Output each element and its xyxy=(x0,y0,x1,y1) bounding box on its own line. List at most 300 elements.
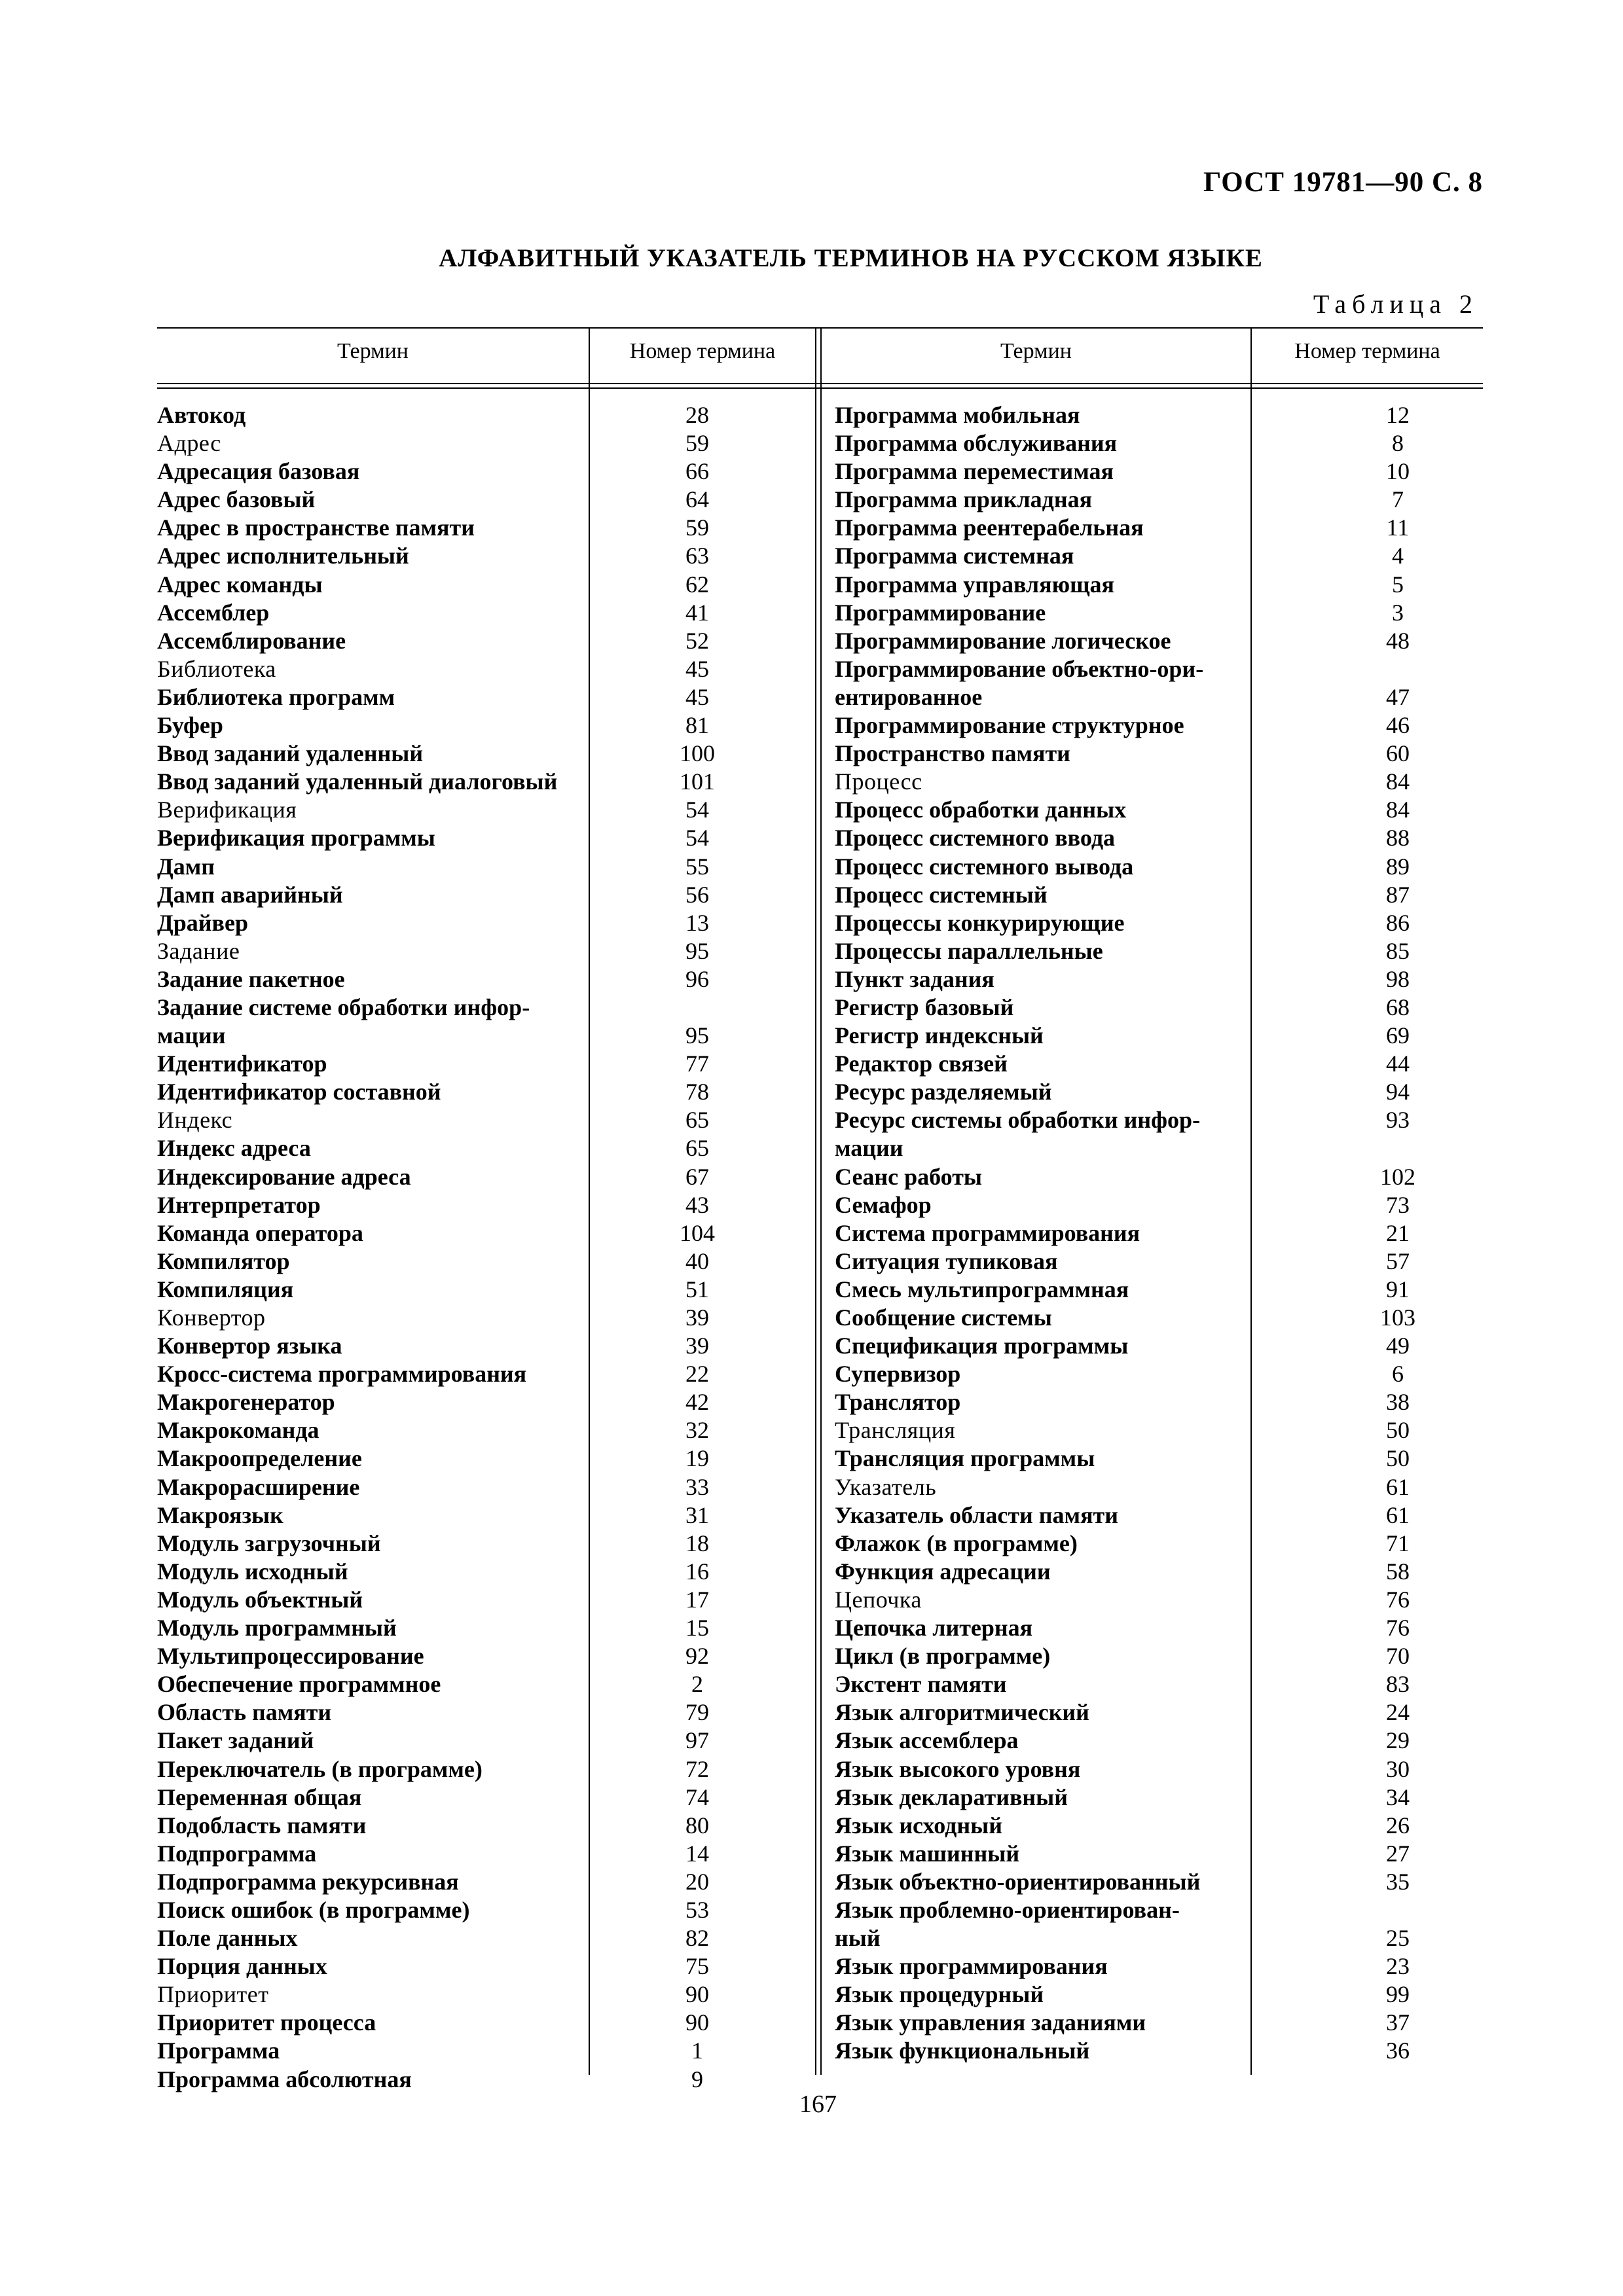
index-entry xyxy=(835,824,1483,852)
term-name: Модуль загрузочный xyxy=(157,1530,381,1556)
term-name: Программирование структурное xyxy=(835,712,1184,739)
term-name: Флажок (в программе) xyxy=(835,1530,1078,1556)
term-number: 20 xyxy=(685,1868,709,1895)
term-number: 65 xyxy=(685,1135,709,1162)
term-number: 93 xyxy=(1386,1107,1410,1134)
term-number: 61 xyxy=(1386,1473,1410,1500)
index-entry xyxy=(157,401,815,429)
term-number: 87 xyxy=(1386,881,1410,908)
index-entry xyxy=(835,1952,1483,1981)
index-entry xyxy=(835,1247,1483,1276)
term-name: Язык проблемно-ориентирован- xyxy=(835,1896,1180,1923)
term-number: 83 xyxy=(1386,1671,1410,1698)
index-entry xyxy=(157,937,815,965)
index-entry xyxy=(157,1444,815,1473)
index-entry xyxy=(157,683,815,711)
index-entry xyxy=(835,514,1483,542)
term-number: 12 xyxy=(1386,402,1410,428)
term-name: Приоритет xyxy=(157,1981,269,2008)
page-header: ГОСТ 19781—90 С. 8 xyxy=(1203,167,1483,198)
term-name: Обеспечение программное xyxy=(157,1671,441,1698)
term-number: 97 xyxy=(685,1727,709,1754)
term-number: 86 xyxy=(1386,909,1410,936)
term-name: Идентификатор составной xyxy=(157,1079,441,1105)
term-number: 80 xyxy=(685,1812,709,1839)
index-entry xyxy=(157,2037,815,2065)
term-name: Указатель xyxy=(835,1473,937,1500)
term-number: 25 xyxy=(1386,1925,1410,1952)
term-name: Макрокоманда xyxy=(157,1417,319,1444)
index-entry xyxy=(835,1022,1483,1050)
index-entry xyxy=(157,655,815,683)
index-entry xyxy=(835,853,1483,881)
term-name: Программа обслуживания xyxy=(835,430,1118,457)
term-number: 52 xyxy=(685,627,709,654)
index-entry xyxy=(835,542,1483,570)
index-entry xyxy=(835,1642,1483,1670)
term-name: Компилятор xyxy=(157,1247,290,1274)
index-entry xyxy=(157,1106,815,1134)
term-name: Язык функциональный xyxy=(835,2037,1090,2064)
term-number: 68 xyxy=(1386,994,1410,1020)
index-entry xyxy=(835,1784,1483,1812)
term-number: 39 xyxy=(685,1304,709,1331)
page-title: АЛФАВИТНЫЙ УКАЗАТЕЛЬ ТЕРМИНОВ НА РУССКОМ ЯЗЫКЕ xyxy=(439,244,1263,272)
index-entry xyxy=(157,1163,815,1191)
term-name: Приоритет процесса xyxy=(157,2009,376,2036)
term-name: Подпрограмма xyxy=(157,1840,317,1867)
term-number: 57 xyxy=(1386,1247,1410,1274)
term-name: Дамп xyxy=(157,853,215,880)
term-number: 40 xyxy=(685,1247,709,1274)
index-entry xyxy=(157,1981,815,2009)
index-entry xyxy=(157,1952,815,1981)
term-name: Процесс обработки данных xyxy=(835,797,1127,823)
term-name: Программа системная xyxy=(835,543,1074,569)
term-number: 69 xyxy=(1386,1022,1410,1049)
term-number: 31 xyxy=(685,1501,709,1528)
term-number: 28 xyxy=(685,402,709,428)
index-entry xyxy=(157,1191,815,1219)
index-entry xyxy=(157,1784,815,1812)
term-name: Цикл (в программе) xyxy=(835,1643,1051,1670)
term-number: 36 xyxy=(1386,2037,1410,2064)
term-name: Компиляция xyxy=(157,1276,294,1302)
term-name: ентированное xyxy=(835,683,983,710)
term-number: 19 xyxy=(685,1445,709,1472)
index-entry xyxy=(157,571,815,599)
term-name: Программирование xyxy=(835,599,1046,626)
index-entry xyxy=(157,1388,815,1416)
index-entry xyxy=(157,1558,815,1586)
term-number: 9 xyxy=(691,2066,703,2092)
term-name: Язык исходный xyxy=(835,1812,1002,1839)
index-entry xyxy=(157,1134,815,1162)
term-number: 17 xyxy=(685,1586,709,1613)
term-number: 58 xyxy=(1386,1558,1410,1585)
index-entry xyxy=(835,1416,1483,1444)
index-entry xyxy=(835,1840,1483,1868)
term-number: 65 xyxy=(685,1107,709,1134)
term-number: 74 xyxy=(685,1784,709,1810)
term-name: Супервизор xyxy=(835,1361,961,1388)
term-name: Поиск ошибок (в программе) xyxy=(157,1896,470,1923)
term-name: Трансляция xyxy=(835,1417,956,1444)
term-number: 94 xyxy=(1386,1079,1410,1105)
index-entry xyxy=(157,1473,815,1501)
term-number: 30 xyxy=(1386,1755,1410,1782)
term-number: 95 xyxy=(685,1022,709,1049)
index-entry xyxy=(835,1530,1483,1558)
index-entry xyxy=(835,994,1483,1022)
term-name: Библиотека программ xyxy=(157,683,395,710)
left-column xyxy=(157,401,815,2094)
term-name: Индексирование адреса xyxy=(157,1163,411,1190)
term-name: Подобласть памяти xyxy=(157,1812,367,1839)
term-name: Процесс xyxy=(835,768,922,795)
term-name: Конвертор языка xyxy=(157,1333,342,1359)
index-entry xyxy=(835,1360,1483,1388)
term-number: 15 xyxy=(685,1615,709,1641)
term-number: 48 xyxy=(1386,627,1410,654)
term-name: Модуль исходный xyxy=(157,1558,348,1585)
index-entry xyxy=(835,965,1483,994)
index-entry xyxy=(157,1727,815,1755)
term-name: Адрес команды xyxy=(157,571,323,598)
term-name: Порция данных xyxy=(157,1953,327,1980)
index-entry xyxy=(157,1614,815,1642)
term-number: 37 xyxy=(1386,2009,1410,2036)
term-number: 14 xyxy=(685,1840,709,1867)
term-name: Спецификация программы xyxy=(835,1333,1129,1359)
term-number: 81 xyxy=(685,712,709,739)
term-number: 98 xyxy=(1386,965,1410,992)
term-number: 90 xyxy=(685,1981,709,2008)
right-column xyxy=(835,401,1483,2066)
index-entry xyxy=(835,683,1483,711)
term-name: Макроопределение xyxy=(157,1445,362,1472)
term-number: 45 xyxy=(685,683,709,710)
index-entry xyxy=(157,768,815,796)
index-entry xyxy=(157,1812,815,1840)
term-name: Верификация xyxy=(157,797,297,823)
term-number: 84 xyxy=(1386,768,1410,795)
term-number: 27 xyxy=(1386,1840,1410,1867)
term-name: Язык процедурный xyxy=(835,1981,1044,2008)
term-name: Макроязык xyxy=(157,1501,283,1528)
index-entry xyxy=(157,1840,815,1868)
term-number: 34 xyxy=(1386,1784,1410,1810)
term-number: 84 xyxy=(1386,797,1410,823)
index-entry xyxy=(835,1191,1483,1219)
term-number: 10 xyxy=(1386,458,1410,485)
index-entry xyxy=(157,824,815,852)
index-entry xyxy=(157,1755,815,1784)
index-entry xyxy=(835,768,1483,796)
term-name: Программа xyxy=(157,2037,280,2064)
term-name: Идентификатор xyxy=(157,1050,327,1077)
term-number: 5 xyxy=(1392,571,1404,598)
term-name: Ситуация тупиковая xyxy=(835,1247,1058,1274)
header-term-right: Термин xyxy=(1000,339,1072,363)
header-number-right: Номер термина xyxy=(1294,339,1440,363)
term-number: 75 xyxy=(685,1953,709,1980)
term-number: 13 xyxy=(685,909,709,936)
index-entry xyxy=(835,1924,1483,1952)
index-entry xyxy=(157,1670,815,1698)
index-entry xyxy=(835,1981,1483,2009)
term-name: Регистр индексный xyxy=(835,1022,1044,1049)
index-entry xyxy=(835,1050,1483,1078)
index-entry xyxy=(835,2009,1483,2037)
term-number: 77 xyxy=(685,1050,709,1077)
term-number: 53 xyxy=(685,1896,709,1923)
index-entry xyxy=(835,796,1483,824)
index-entry xyxy=(157,1868,815,1896)
term-number: 23 xyxy=(1386,1953,1410,1980)
term-number: 76 xyxy=(1386,1586,1410,1613)
term-number: 44 xyxy=(1386,1050,1410,1077)
term-name: Задание пакетное xyxy=(157,965,345,992)
term-name: Функция адресации xyxy=(835,1558,1051,1585)
term-name: Язык высокого уровня xyxy=(835,1755,1081,1782)
index-entry xyxy=(157,711,815,740)
term-number: 26 xyxy=(1386,1812,1410,1839)
index-entry xyxy=(835,599,1483,627)
index-entry xyxy=(157,853,815,881)
term-name: Мультипроцессирование xyxy=(157,1643,424,1670)
term-number: 24 xyxy=(1386,1699,1410,1726)
term-name: Модуль программный xyxy=(157,1615,397,1641)
term-name: ный xyxy=(835,1925,881,1952)
index-entry xyxy=(835,1670,1483,1698)
term-number: 47 xyxy=(1386,683,1410,710)
term-name: Трансляция программы xyxy=(835,1445,1095,1472)
term-name: Процесс системный xyxy=(835,881,1048,908)
term-number: 59 xyxy=(685,430,709,457)
index-entry xyxy=(835,1276,1483,1304)
term-name: Ресурс системы обработки инфор- xyxy=(835,1107,1201,1134)
term-name: Система программирования xyxy=(835,1219,1140,1246)
term-name: Команда оператора xyxy=(157,1219,363,1246)
header-number-left: Номер термина xyxy=(629,339,776,363)
term-name: Библиотека xyxy=(157,655,276,682)
term-name: Программа переместимая xyxy=(835,458,1114,485)
term-number: 41 xyxy=(685,599,709,626)
term-name: Автокод xyxy=(157,402,246,428)
term-name: Подпрограмма рекурсивная xyxy=(157,1868,459,1895)
table-label: Таблица 2 xyxy=(1313,289,1478,319)
index-entry xyxy=(835,1896,1483,1924)
term-number: 95 xyxy=(685,937,709,964)
index-entry xyxy=(157,627,815,655)
term-number: 46 xyxy=(1386,712,1410,739)
term-number: 43 xyxy=(685,1191,709,1218)
term-number: 88 xyxy=(1386,825,1410,852)
index-entry xyxy=(835,1388,1483,1416)
term-name: Программа реентерабельная xyxy=(835,514,1144,541)
index-entry xyxy=(157,1360,815,1388)
term-number: 61 xyxy=(1386,1501,1410,1528)
index-entry xyxy=(157,1304,815,1332)
index-entry xyxy=(157,1501,815,1530)
term-number: 50 xyxy=(1386,1417,1410,1444)
term-name: Язык алгоритмический xyxy=(835,1699,1089,1726)
index-entry xyxy=(157,740,815,768)
term-number: 21 xyxy=(1386,1219,1410,1246)
term-number: 89 xyxy=(1386,853,1410,880)
index-entry xyxy=(835,1868,1483,1896)
index-entry xyxy=(835,711,1483,740)
term-number: 78 xyxy=(685,1079,709,1105)
term-number: 42 xyxy=(685,1389,709,1416)
term-number: 49 xyxy=(1386,1333,1410,1359)
index-entry xyxy=(835,909,1483,937)
index-entry xyxy=(157,1698,815,1727)
term-number: 64 xyxy=(685,486,709,513)
term-name: Верификация программы xyxy=(157,825,435,852)
index-entry xyxy=(835,1163,1483,1191)
term-number: 72 xyxy=(685,1755,709,1782)
index-entry xyxy=(157,1332,815,1360)
term-number: 70 xyxy=(1386,1643,1410,1670)
term-number: 71 xyxy=(1386,1530,1410,1556)
index-entry xyxy=(157,1247,815,1276)
term-name: Цепочка литерная xyxy=(835,1615,1033,1641)
term-name: Язык программирования xyxy=(835,1953,1108,1980)
index-entry xyxy=(835,1501,1483,1530)
term-number: 102 xyxy=(1380,1163,1415,1190)
term-name: Кросс-система программирования xyxy=(157,1361,527,1388)
term-number: 60 xyxy=(1386,740,1410,767)
term-name: Пункт задания xyxy=(835,965,994,992)
term-name: Язык машинный xyxy=(835,1840,1020,1867)
index-entry xyxy=(835,1755,1483,1784)
term-number: 104 xyxy=(680,1219,715,1246)
term-name: Макрорасширение xyxy=(157,1473,360,1500)
index-entry xyxy=(835,486,1483,514)
index-entry xyxy=(157,1078,815,1106)
term-number: 85 xyxy=(1386,937,1410,964)
index-entry xyxy=(835,1698,1483,1727)
term-number: 4 xyxy=(1392,543,1404,569)
term-name: Адрес xyxy=(157,430,221,457)
index-entry xyxy=(157,1219,815,1247)
index-entry xyxy=(157,1642,815,1670)
header-term-left: Термин xyxy=(337,339,409,363)
index-entry xyxy=(835,1473,1483,1501)
index-entry xyxy=(157,796,815,824)
term-name: Программа абсолютная xyxy=(157,2066,412,2092)
term-name: Дамп аварийный xyxy=(157,881,343,908)
index-entry xyxy=(835,1304,1483,1332)
term-number: 63 xyxy=(685,543,709,569)
term-name: Язык ассемблера xyxy=(835,1727,1019,1754)
term-name: Ресурс разделяемый xyxy=(835,1079,1052,1105)
index-entry xyxy=(835,1727,1483,1755)
term-number: 100 xyxy=(680,740,715,767)
divider-middle-b xyxy=(820,327,822,2075)
index-entry xyxy=(157,965,815,994)
term-number: 99 xyxy=(1386,1981,1410,2008)
term-number: 22 xyxy=(685,1361,709,1388)
term-name: Пространство памяти xyxy=(835,740,1070,767)
term-name: Адрес исполнительный xyxy=(157,543,409,569)
term-name: Ассемблер xyxy=(157,599,270,626)
index-entry xyxy=(835,937,1483,965)
term-number: 67 xyxy=(685,1163,709,1190)
index-entry xyxy=(835,881,1483,909)
index-entry xyxy=(835,429,1483,457)
term-number: 56 xyxy=(685,881,709,908)
term-name: Адресация базовая xyxy=(157,458,360,485)
term-number: 51 xyxy=(685,1276,709,1302)
term-number: 55 xyxy=(685,853,709,880)
index-entry xyxy=(157,1050,815,1078)
index-entry xyxy=(835,1558,1483,1586)
term-name: Язык объектно-ориентированный xyxy=(835,1868,1201,1895)
term-name: Программирование логическое xyxy=(835,627,1171,654)
term-number: 1 xyxy=(691,2037,703,2064)
term-number: 6 xyxy=(1392,1361,1404,1388)
term-name: Сеанс работы xyxy=(835,1163,982,1190)
index-entry xyxy=(157,1022,815,1050)
term-name: мации xyxy=(157,1022,226,1049)
term-name: Переключатель (в программе) xyxy=(157,1755,483,1782)
term-number: 82 xyxy=(685,1925,709,1952)
index-entry xyxy=(835,1106,1483,1134)
index-entry xyxy=(157,514,815,542)
index-entry xyxy=(157,881,815,909)
term-number: 92 xyxy=(685,1643,709,1670)
term-name: Модуль объектный xyxy=(157,1586,363,1613)
term-name: мации xyxy=(835,1135,903,1162)
index-entry xyxy=(157,599,815,627)
term-name: Индекс адреса xyxy=(157,1135,311,1162)
index-entry xyxy=(835,1444,1483,1473)
term-number: 33 xyxy=(685,1473,709,1500)
term-name: Адрес базовый xyxy=(157,486,316,513)
index-entry xyxy=(835,571,1483,599)
term-number: 18 xyxy=(685,1530,709,1556)
term-name: Задание xyxy=(157,937,240,964)
term-name: Адрес в пространстве памяти xyxy=(157,514,475,541)
divider-middle-a xyxy=(815,327,816,2075)
term-number: 91 xyxy=(1386,1276,1410,1302)
index-entry xyxy=(157,457,815,486)
term-name: Регистр базовый xyxy=(835,994,1014,1020)
term-number: 54 xyxy=(685,797,709,823)
index-entry xyxy=(157,1896,815,1924)
index-entry xyxy=(157,1586,815,1614)
term-number: 96 xyxy=(685,965,709,992)
term-number: 45 xyxy=(685,655,709,682)
index-entry xyxy=(157,1924,815,1952)
term-name: Процесс системного вывода xyxy=(835,853,1134,880)
term-number: 16 xyxy=(685,1558,709,1585)
term-number: 101 xyxy=(680,768,715,795)
index-entry xyxy=(835,1078,1483,1106)
index-entry xyxy=(157,542,815,570)
term-number: 3 xyxy=(1392,599,1404,626)
index-entry xyxy=(157,1530,815,1558)
index-entry xyxy=(157,486,815,514)
term-name: Ввод заданий удаленный диалоговый xyxy=(157,768,558,795)
term-name: Указатель области памяти xyxy=(835,1501,1118,1528)
index-entry xyxy=(835,457,1483,486)
term-name: Буфер xyxy=(157,712,223,739)
index-entry xyxy=(835,1614,1483,1642)
